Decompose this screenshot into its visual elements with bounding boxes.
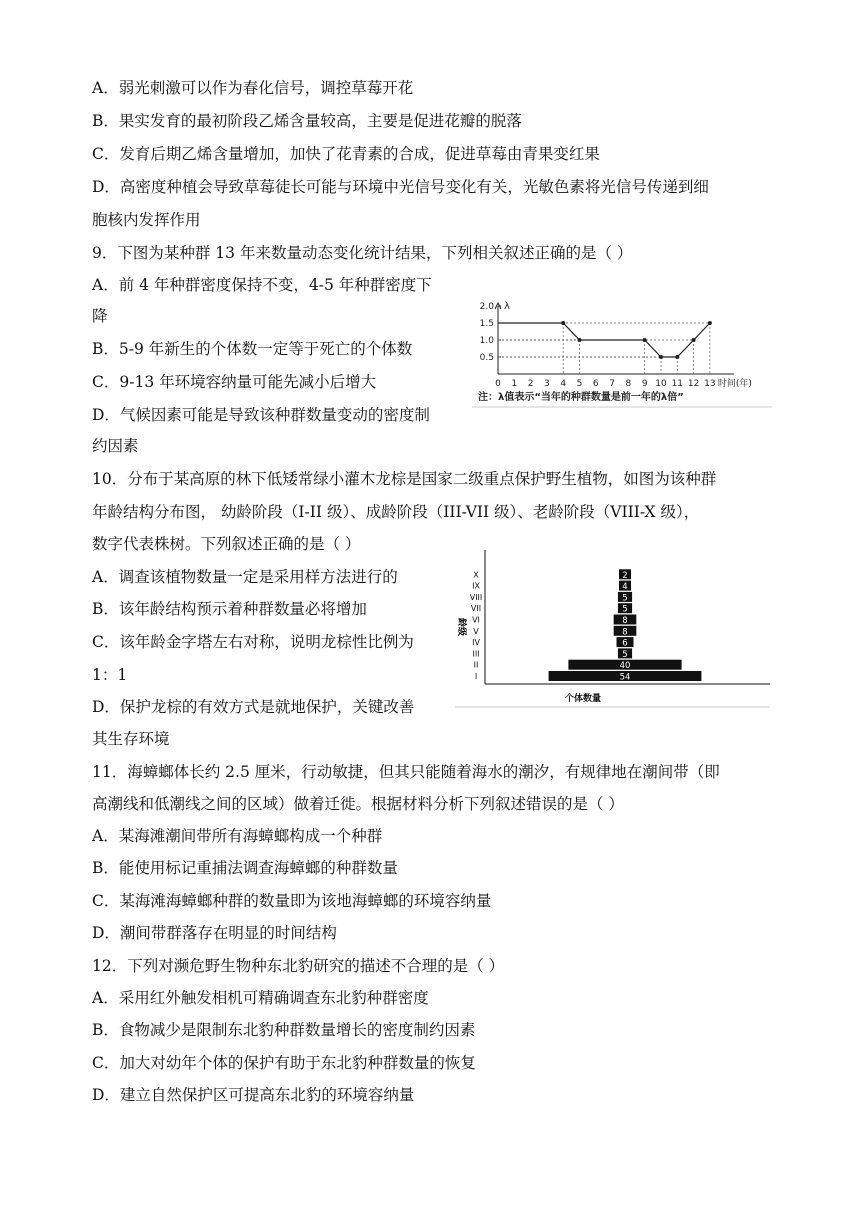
x-tick-label: 8 [625,379,632,389]
category-label: VI [472,615,480,625]
line-22: 高潮线和低潮线之间的区域）做着迁徙。根据材料分析下列叙述错误的是（ ） [92,795,624,813]
bar-value-label: 54 [619,672,631,683]
x-tick-label: 13 [704,379,716,389]
lambda-point [675,355,679,359]
line-25: C．某海滩海蟑螂种群的数量即为该地海蟑螂的环境容纳量 [92,892,492,910]
lambda-line-chart [472,300,772,410]
line-18: 1：1 [92,666,128,684]
bar-value-label: 8 [622,616,628,626]
x-tick-label: 11 [671,379,684,389]
line-4: 胞核内发挥作用 [92,211,201,229]
bar-value-label: 5 [622,593,628,604]
bar-value-label: 40 [619,661,631,672]
category-label: IV [472,638,480,648]
lambda-point [659,355,663,359]
x-tick-label: 3 [544,379,550,389]
bar-value-label: 2 [622,570,628,581]
x-tick-label: 7 [609,379,615,389]
category-label: III [472,649,480,659]
y-axis-label: λ [504,301,510,312]
line-31: D．建立自然保护区可提高东北豹的环境容纳量 [92,1086,415,1104]
category-label: V [473,626,479,636]
line-7: 降 [92,307,108,325]
category-label: II [473,660,479,670]
x-tick-label: 6 [592,379,599,389]
bar-value-label: 6 [622,638,628,649]
x-tick-label: 5 [576,379,583,389]
line-1: B．果实发育的最初阶段乙烯含量较高，主要是促进花瓣的脱落 [92,112,522,130]
line-24: B．能使用标记重捕法调查海蟑螂的种群数量 [92,859,398,877]
y-tick-label: 0.5 [479,353,494,363]
line-9: C．9-13 年环境容纳量可能先减小后增大 [92,373,377,391]
line-2: C．发育后期乙烯含量增加，加快了花青素的合成，促进草莓由青果变红果 [92,145,600,163]
question-12: 12．下列对濒危野生物种东北豹研究的描述不合理的是（ ） [92,957,505,975]
lambda-point [692,338,696,342]
line-30: C．加大对幼年个体的保护有助于东北豹种群数量的恢复 [92,1054,476,1072]
bar-value-label: 4 [622,582,628,593]
line-14: 数字代表株树。下列叙述正确的是（ ） [92,535,361,553]
lambda-point [643,338,647,342]
category-label: IX [472,581,480,591]
y-axis-label: 龄级 [456,618,466,637]
line-26: D．潮间带群落存在明显的时间结构 [92,924,337,942]
category-label: I [474,672,478,681]
line-17: C．该年龄金字塔左右对称，说明龙棕性比例为 [92,633,414,651]
line-0: A．弱光刺激可以作为春化信号，调控草莓开花 [92,79,414,97]
line-20: 其生存环境 [92,730,170,748]
y-tick-label: 1.5 [479,319,494,329]
line-11: 约因素 [92,437,139,455]
y-tick-label: 2.0 [479,302,494,312]
line-10: D．气候因素可能是导致该种群数量变动的密度制 [92,406,430,424]
category-label: VIII [469,592,483,602]
line-16: B．该年龄结构预示着种群数量必将增加 [92,600,367,618]
chart-note: 注：λ值表示“当年的种群数量是前一年的λ倍” [478,392,684,403]
x-axis-label: 个体数量 [565,694,602,704]
question-10: 10．分布于某高原的林下低矮常绿小灌木龙棕是国家二级重点保护野生植物，如图为该种群 [92,470,717,488]
line-13: 年龄结构分布图， 幼龄阶段（I-II 级）、成龄阶段（III-VII 级）、老龄阶段（VIII-X 级）， [92,503,700,521]
age-structure-chart [455,548,770,708]
line-15: A．调查该植物数量一定是采用样方法进行的 [92,568,398,586]
line-28: A．采用红外触发相机可精确调查东北豹种群密度 [92,989,429,1007]
line-29: B．食物减少是限制东北豹种群数量增长的密度制约因素 [92,1021,476,1039]
x-tick-label: 0 [495,379,501,389]
line-8: B．5-9 年新生的个体数一定等于死亡的个体数 [92,340,413,358]
line-23: A．某海滩潮间带所有海蟑螂构成一个种群 [92,827,383,845]
question-11: 11．海蟑螂体长约 2.5 厘米，行动敏捷，但其只能随着海水的潮汐，有规律地在潮间带（即 [92,763,720,781]
x-tick-label: 12 [687,379,700,389]
x-tick-label: 1 [511,379,518,389]
y-tick-label: 1.0 [479,336,494,346]
lambda-point [561,321,565,325]
x-axis-label: 时间(年) [717,379,752,389]
bar-value-label: 8 [622,627,628,638]
category-label: X [473,570,479,580]
line-3: D．高密度种植会导致草莓徒长可能与环境中光信号变化有关，光敏色素将光信号传递到细 [92,178,709,196]
bar-value-label: 5 [622,604,628,615]
question-9: 9．下图为某种群 13 年来数量动态变化统计结果，下列相关叙述正确的是（ ） [92,244,633,262]
x-tick-label: 9 [641,379,648,389]
x-tick-label: 10 [655,379,667,389]
x-tick-label: 4 [560,379,567,389]
category-label: VII [470,604,482,614]
lambda-point [708,321,712,325]
line-6: A．前 4 年种群密度保持不变，4-5 年种群密度下 [92,276,432,294]
lambda-point [578,338,582,342]
line-19: D．保护龙棕的有效方式是就地保护，关键改善 [92,698,415,716]
bar-value-label: 5 [622,649,628,660]
x-tick-label: 2 [527,379,534,389]
